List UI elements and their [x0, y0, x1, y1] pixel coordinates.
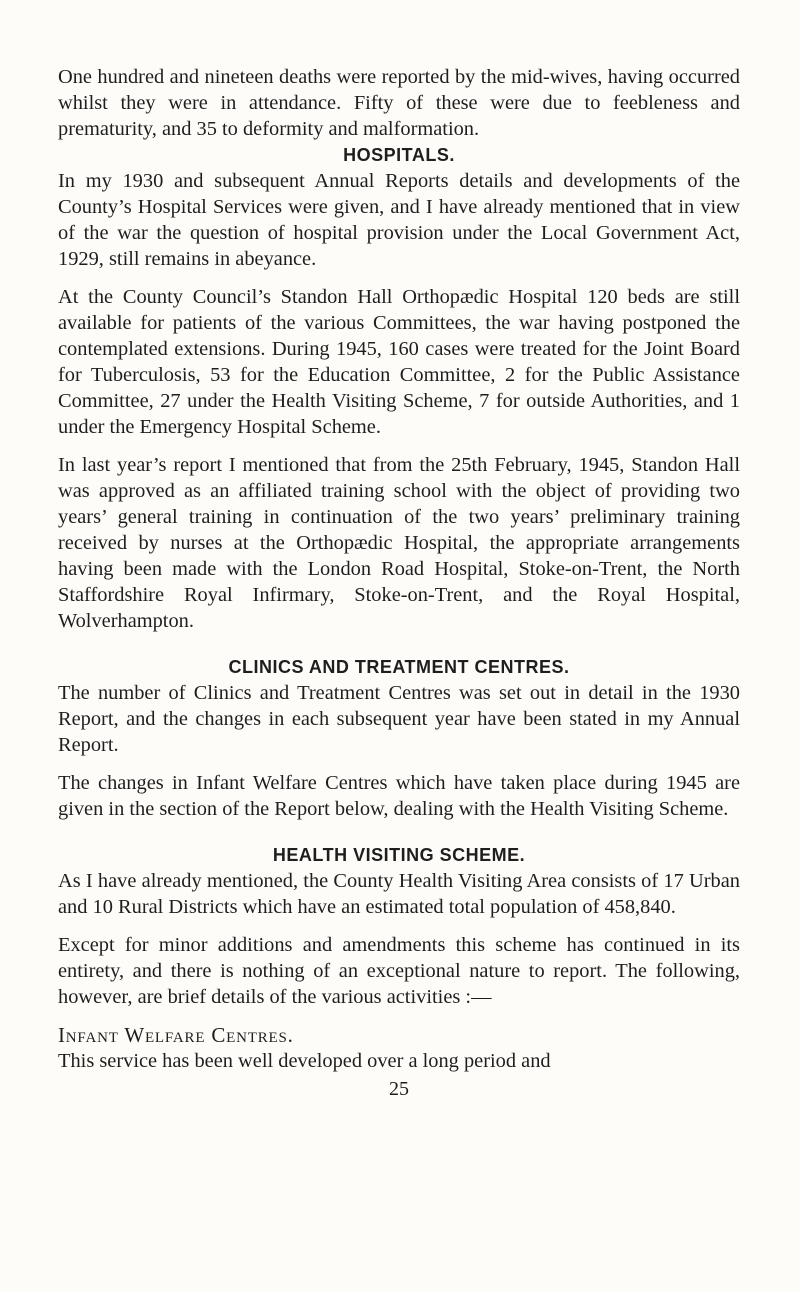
infant-welfare-paragraph-1: This service has been well developed over a long period and	[58, 1050, 551, 1072]
intro-paragraph: One hundred and nineteen deaths were reported by the mid-wives, having occurred whilst they were in attendance. Fifty of these were due to feebleness and prematurity, and 35 to deformity and malformation.	[58, 66, 740, 140]
clinics-paragraph-1: The number of Clinics and Treatment Centres was set out in detail in the 1930 Report, and the changes in each subsequent year have been stated in my Annual Report.	[58, 682, 740, 756]
clinics-heading: CLINICS AND TREATMENT CENTRES.	[228, 657, 570, 677]
health-visiting-heading: HEALTH VISITING SCHEME.	[272, 845, 526, 865]
page-number: 25	[389, 1078, 409, 1100]
clinics-paragraph-2: The changes in Infant Welfare Centres which have taken place during 1945 are given in the section of the Report below, dealing with the Health Visiting Scheme.	[58, 772, 740, 820]
health-visiting-paragraph-1: As I have already mentioned, the County Health Visiting Area consists of 17 Urban and 10 Rural Districts which have an estimated total population of 458,840.	[58, 870, 740, 918]
hospitals-paragraph-3: In last year’s report I mentioned that from the 25th February, 1945, Standon Hall was approved as an affiliated training school with the object of providing two years’ general training in continuation of the two years’ preliminary training received by nurses at the Orthopædic Hospital, the appropriate arrangements having been made with the London Road Hospital, Stoke-on-Trent, the North Staffordshire Royal Infirmary, Stoke-on-Trent, and the Royal Hospital, Wolverhampton.	[58, 454, 740, 632]
hospitals-heading: HOSPITALS.	[343, 145, 455, 165]
infant-welfare-heading: Infant Welfare Centres.	[58, 1023, 294, 1047]
health-visiting-paragraph-2: Except for minor additions and amendments this scheme has continued in its entirety, and there is nothing of an exceptional nature to report. The following, however, are brief details of the various activities :—	[58, 934, 740, 1008]
hospitals-paragraph-1: In my 1930 and subsequent Annual Reports details and developments of the County’s Hospital Services were given, and I have already mentioned that in view of the war the question of hospital provision under the Local Government Act, 1929, still remains in abeyance.	[58, 170, 740, 270]
hospitals-paragraph-2: At the County Council’s Standon Hall Orthopædic Hospital 120 beds are still available for patients of the various Committees, the war having postponed the contemplated extensions. During 1945, 160 cases were treated for the Joint Board for Tuberculosis, 53 for the Education Committee, 2 for the Public Assistance Committee, 27 under the Health Visiting Scheme, 7 for outside Authorities, and 1 under the Emergency Hospital Scheme.	[58, 286, 740, 438]
document-page	[58, 64, 740, 1101]
